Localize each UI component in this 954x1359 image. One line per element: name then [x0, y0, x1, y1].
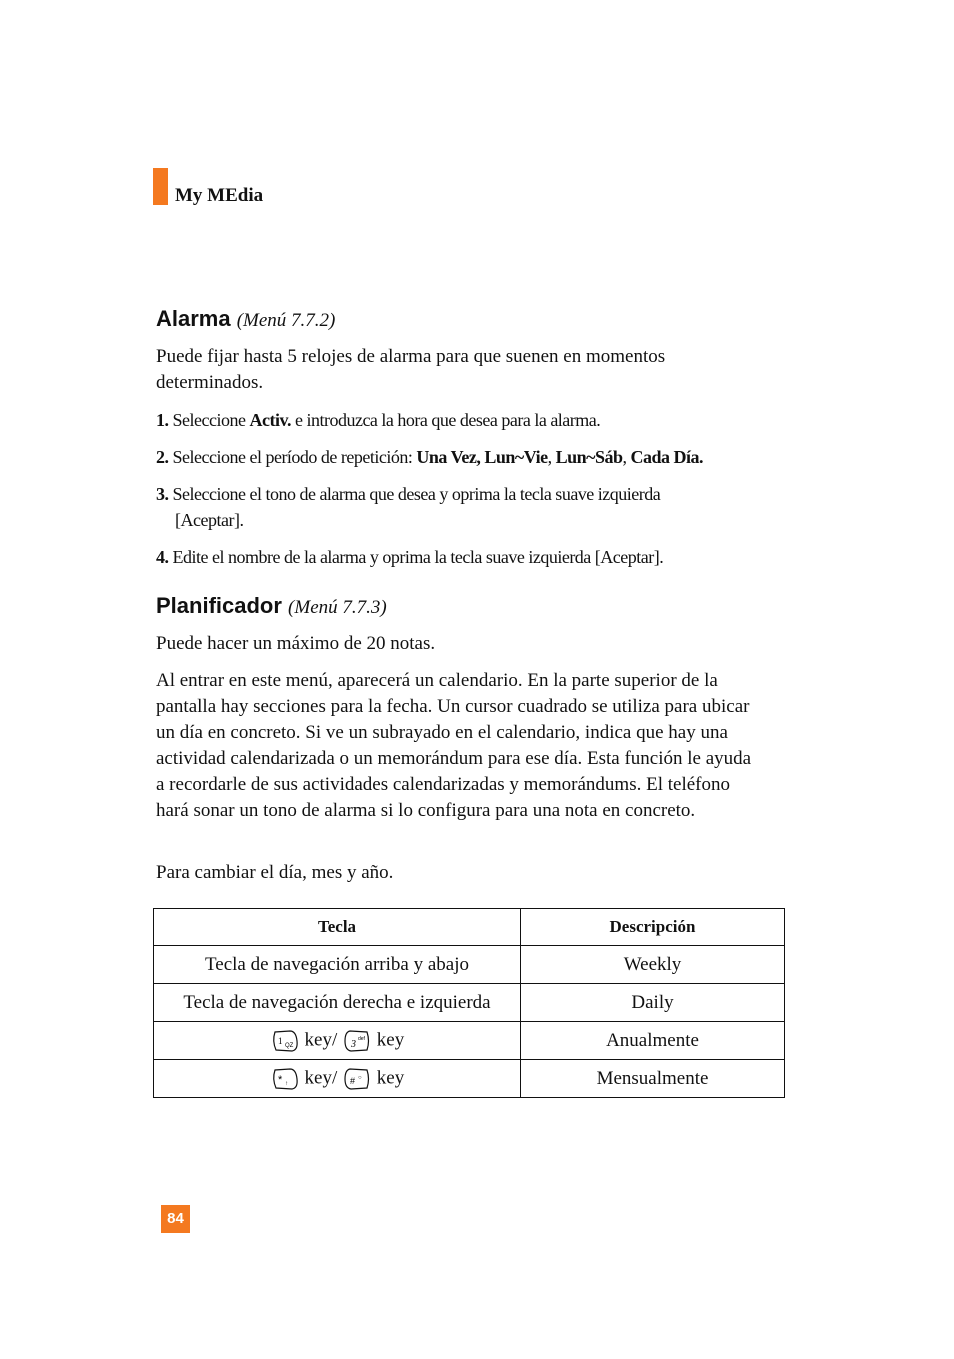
key-cell: * ↑ key/ # ○ key	[154, 1060, 521, 1098]
desc-cell: Daily	[521, 984, 785, 1022]
section-marker-bar	[153, 168, 168, 205]
alarma-step-1: 1. Seleccione Activ. e introduzca la hora que desea para la alarma.	[156, 410, 601, 430]
table-header-row	[154, 909, 785, 946]
key-cell: Tecla de navegación arriba y abajo	[154, 946, 521, 984]
key-1-icon	[270, 1029, 300, 1053]
svg-text:3: 3	[351, 1038, 357, 1050]
planificador-p2: Al entrar en este menú, aparecerá un calendario. En la parte superior de la pantalla hay secciones para la fecha. Un cursor cuadrado se utiliza para ubicar un día en concreto. Si ve un subrayado en el calendario, indica que hay una actividad calendarizada o un memorándum para ese día. Esta función le ayuda a recordarle de sus actividades calendarizadas y memorándums. El teléfono hará sonar un tono de alarma si lo configura para una nota en concreto.	[156, 670, 752, 821]
svg-text:○: ○	[358, 1074, 362, 1081]
alarma-step-2: 2. Seleccione el período de repetición: Una Vez, Lun~Vie, Lun~Sáb, Cada Día.	[156, 447, 704, 467]
alarma-step-3: 3. Seleccione el tono de alarma que desea y oprima la tecla suave izquierda [Aceptar].	[156, 484, 661, 530]
key-cell: 1 QZ key/ 3 def key	[154, 1022, 521, 1060]
table-row	[154, 1022, 785, 1060]
key-hash-icon	[342, 1067, 372, 1091]
planificador-menu-ref: (Menú 7.7.3)	[288, 597, 387, 618]
svg-text:↑: ↑	[284, 1080, 288, 1087]
planificador-heading	[156, 593, 387, 619]
table-row	[154, 946, 785, 984]
alarma-menu-ref: (Menú 7.7.2)	[236, 310, 336, 331]
desc-cell: Mensualmente	[521, 1060, 785, 1098]
table-row	[154, 1060, 785, 1098]
key-cell: Tecla de navegación derecha e izquierda	[154, 984, 521, 1022]
section-header: My MEdia	[175, 185, 264, 206]
key-function-table	[153, 908, 785, 1098]
desc-cell: Weekly	[521, 946, 785, 984]
alarma-intro: Puede fijar hasta 5 relojes de alarma para que suenen en momentos determinados.	[156, 346, 666, 393]
svg-text:QZ: QZ	[284, 1042, 294, 1049]
alarma-heading	[156, 306, 335, 332]
col-header-tecla: Tecla	[154, 909, 521, 946]
alarma-step-4: 4. Edite el nombre de la alarma y oprima la tecla suave izquierda [Aceptar].	[156, 547, 664, 567]
svg-text:*: *	[277, 1073, 283, 1086]
page-number: 84	[161, 1205, 190, 1233]
planificador-p1: Puede hacer un máximo de 20 notas.	[156, 633, 436, 654]
desc-cell: Anualmente	[521, 1022, 785, 1060]
table-row	[154, 984, 785, 1022]
planificador-p3: Para cambiar el día, mes y año.	[156, 862, 394, 883]
col-header-descripcion: Descripción	[521, 909, 785, 946]
svg-text:1: 1	[277, 1035, 283, 1046]
svg-text:#: #	[350, 1075, 356, 1086]
key-star-icon	[270, 1067, 300, 1091]
planificador-title: Planificador	[156, 593, 282, 618]
svg-text:def: def	[358, 1035, 365, 1042]
key-3-icon	[342, 1029, 372, 1053]
alarma-title: Alarma	[156, 306, 231, 331]
